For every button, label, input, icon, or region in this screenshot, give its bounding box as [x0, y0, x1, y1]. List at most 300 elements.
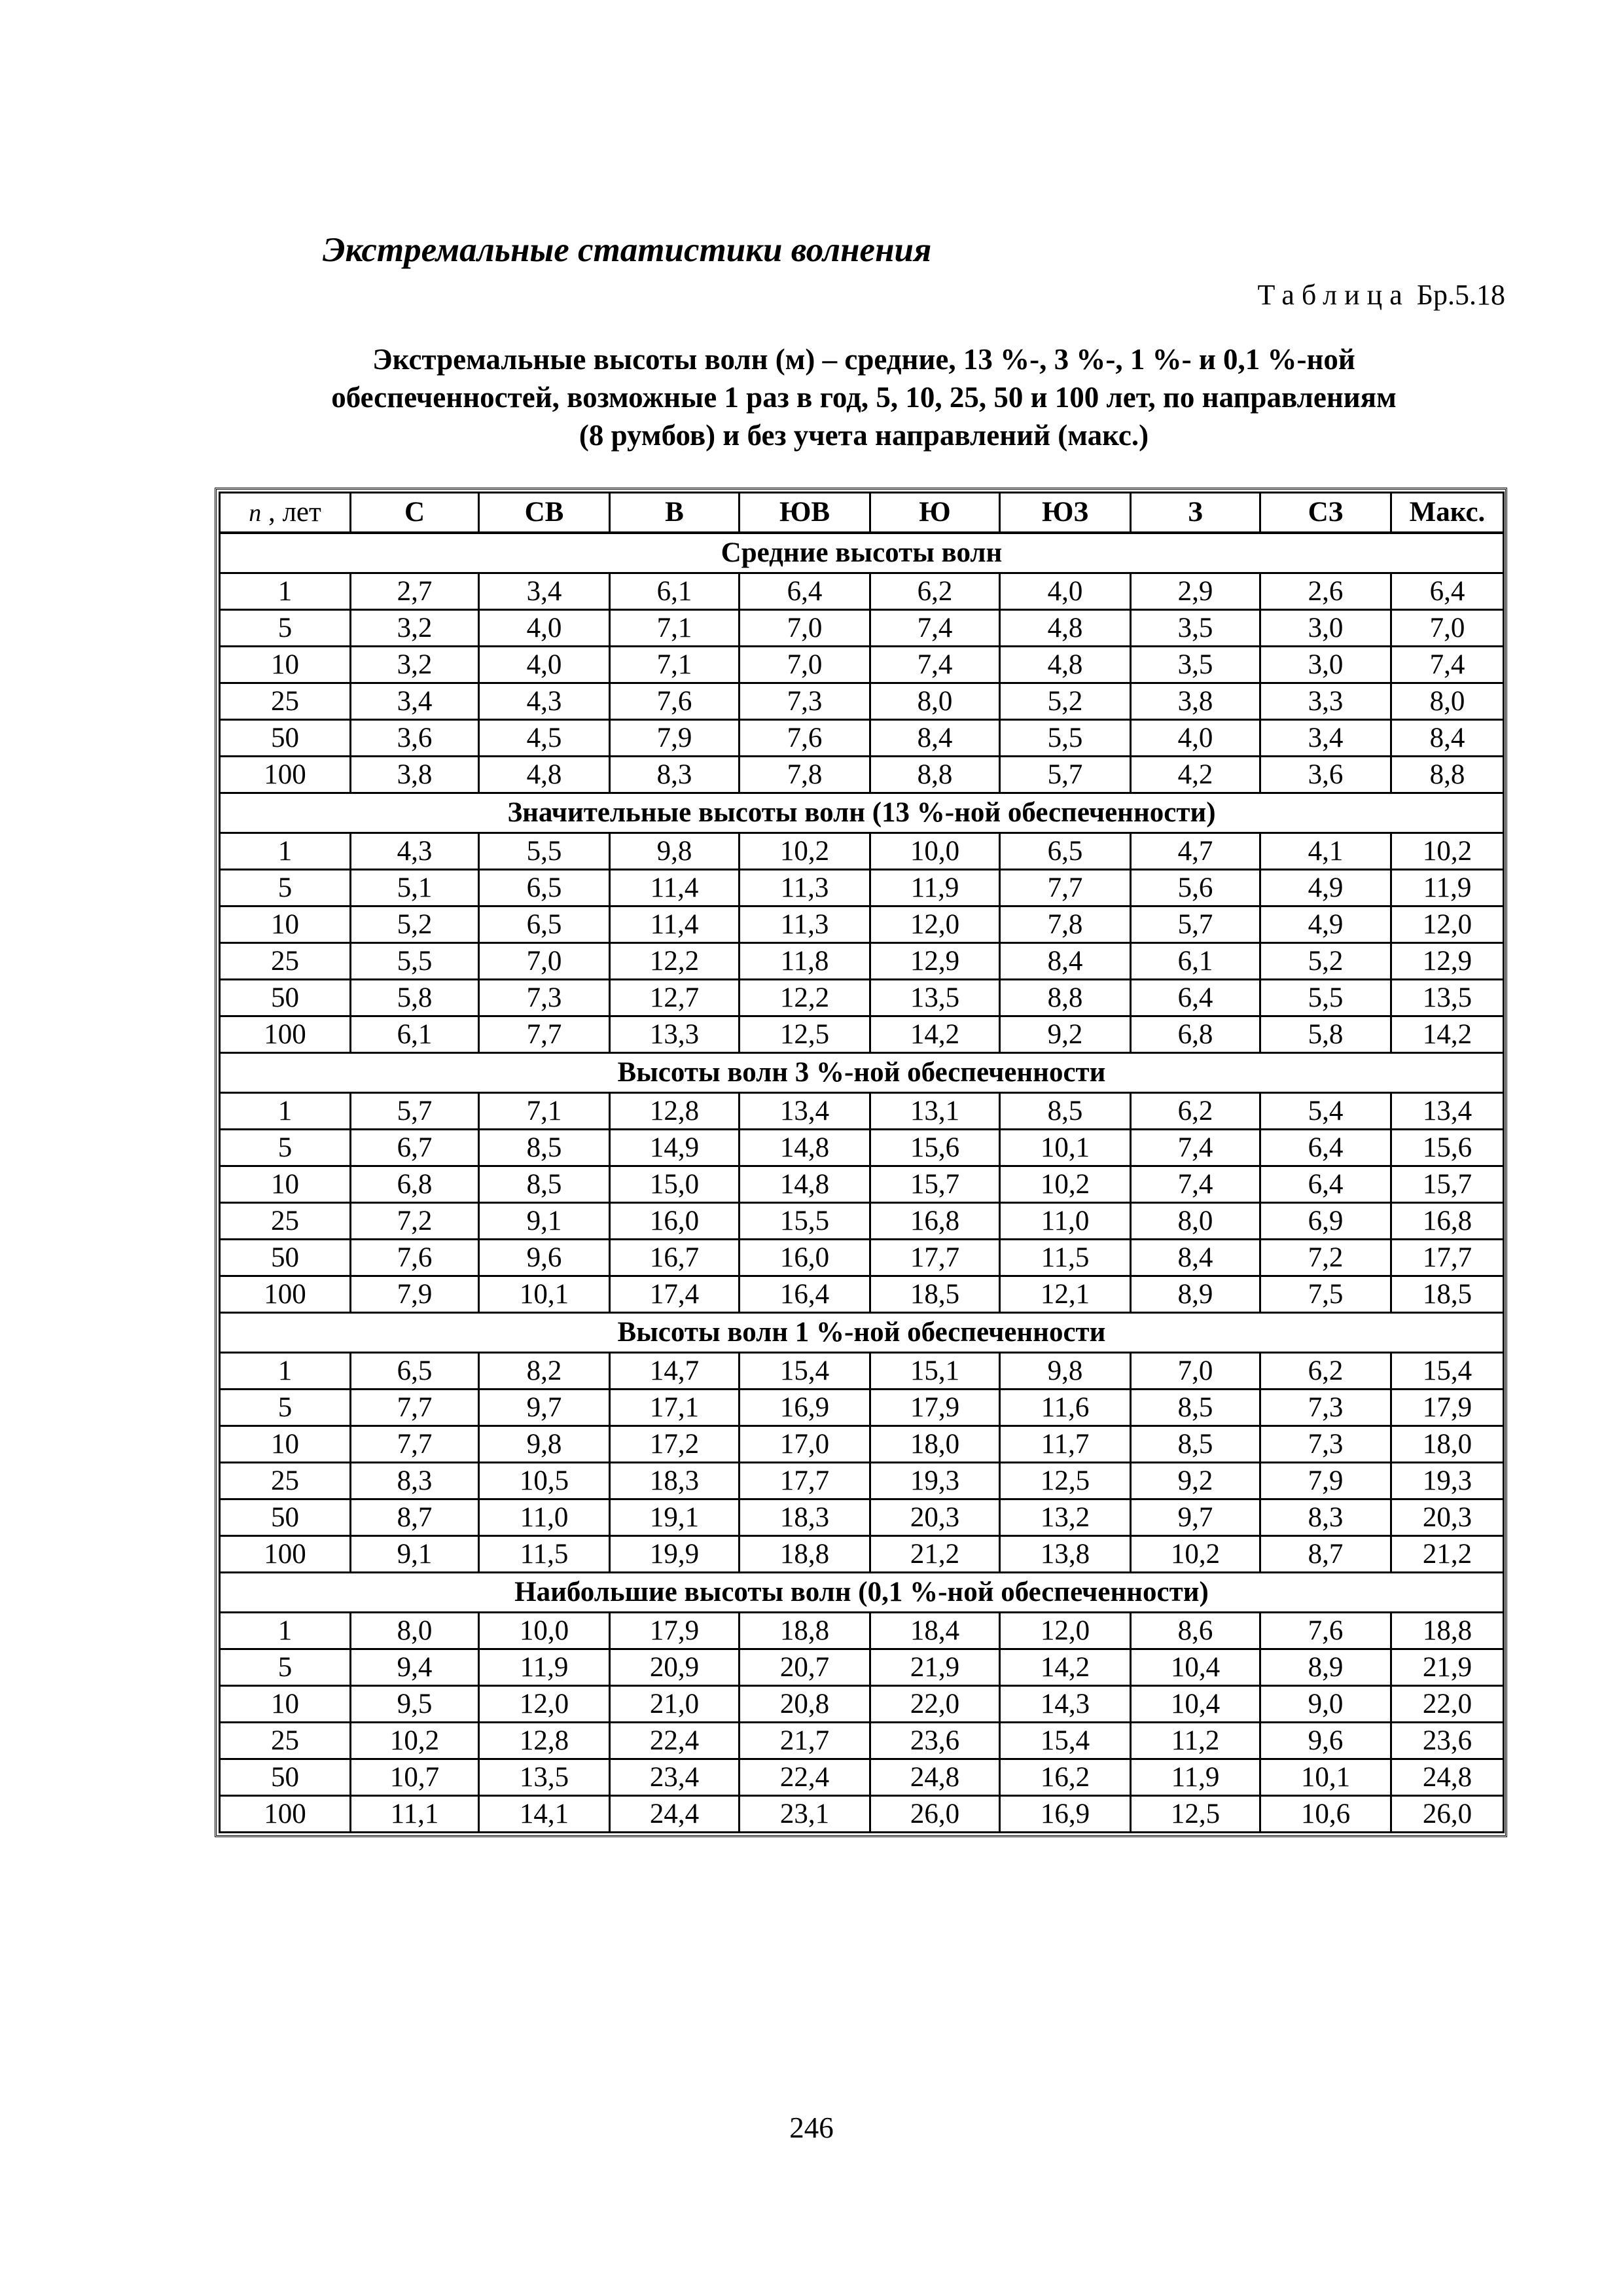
value-cell: 14,2	[870, 1016, 1000, 1053]
value-cell: 10,5	[479, 1463, 610, 1499]
value-cell: 23,1	[740, 1796, 870, 1833]
value-cell: 11,9	[1131, 1759, 1260, 1796]
value-cell: 3,2	[351, 610, 479, 647]
value-cell: 8,3	[1260, 1499, 1391, 1536]
value-cell: 5,4	[1260, 1093, 1391, 1130]
value-cell: 8,5	[1000, 1093, 1131, 1130]
value-cell: 5,1	[351, 870, 479, 906]
value-cell: 3,4	[479, 573, 610, 610]
value-cell: 14,7	[610, 1353, 740, 1390]
value-cell: 18,8	[740, 1536, 870, 1573]
table-row	[220, 1203, 1504, 1240]
value-cell: 20,9	[610, 1649, 740, 1686]
value-cell: 9,8	[1000, 1353, 1131, 1390]
value-cell: 13,8	[1000, 1536, 1131, 1573]
value-cell: 7,4	[1391, 647, 1504, 683]
section-header-row	[220, 1053, 1504, 1093]
return-period-cell: 50	[220, 720, 351, 757]
value-cell: 8,3	[351, 1463, 479, 1499]
value-cell: 12,1	[1000, 1276, 1131, 1313]
value-cell: 3,2	[351, 647, 479, 683]
table-label	[1258, 278, 1505, 312]
value-cell: 8,5	[1131, 1390, 1260, 1426]
section-header-row	[220, 1573, 1504, 1613]
value-cell: 8,5	[1131, 1426, 1260, 1463]
value-cell: 6,5	[351, 1353, 479, 1390]
page-number: 246	[789, 2111, 834, 2144]
value-cell: 23,6	[1391, 1723, 1504, 1759]
wave-height-table	[219, 492, 1505, 1833]
value-cell: 8,7	[1260, 1536, 1391, 1573]
value-cell: 5,2	[351, 906, 479, 943]
value-cell: 8,3	[610, 757, 740, 793]
value-cell: 5,5	[479, 833, 610, 870]
value-cell: 3,4	[1260, 720, 1391, 757]
value-cell: 7,6	[351, 1240, 479, 1276]
value-cell: 14,9	[610, 1130, 740, 1166]
return-period-cell: 1	[220, 1613, 351, 1649]
value-cell: 15,4	[740, 1353, 870, 1390]
value-cell: 6,4	[1260, 1130, 1391, 1166]
return-period-cell: 25	[220, 1203, 351, 1240]
value-cell: 18,0	[870, 1426, 1000, 1463]
value-cell: 2,7	[351, 573, 479, 610]
value-cell: 9,8	[610, 833, 740, 870]
return-period-cell: 50	[220, 1240, 351, 1276]
value-cell: 6,4	[1131, 980, 1260, 1016]
value-cell: 7,9	[610, 720, 740, 757]
value-cell: 17,7	[1391, 1240, 1504, 1276]
value-cell: 16,0	[610, 1203, 740, 1240]
value-cell: 7,0	[1391, 610, 1504, 647]
column-header: З	[1131, 493, 1260, 533]
value-cell: 16,9	[1000, 1796, 1131, 1833]
value-cell: 5,6	[1131, 870, 1260, 906]
value-cell: 7,9	[351, 1276, 479, 1313]
return-period-cell: 1	[220, 573, 351, 610]
value-cell: 6,5	[479, 906, 610, 943]
value-cell: 10,2	[351, 1723, 479, 1759]
value-cell: 11,9	[1391, 870, 1504, 906]
value-cell: 13,2	[1000, 1499, 1131, 1536]
return-period-cell: 100	[220, 1796, 351, 1833]
value-cell: 21,2	[870, 1536, 1000, 1573]
value-cell: 22,0	[870, 1686, 1000, 1723]
table-row	[220, 1353, 1504, 1390]
column-header: С	[351, 493, 479, 533]
value-cell: 6,4	[740, 573, 870, 610]
return-period-cell: 100	[220, 1536, 351, 1573]
value-cell: 17,9	[1391, 1390, 1504, 1426]
value-cell: 7,3	[479, 980, 610, 1016]
value-cell: 8,5	[479, 1166, 610, 1203]
value-cell: 10,2	[740, 833, 870, 870]
value-cell: 7,7	[479, 1016, 610, 1053]
value-cell: 4,3	[479, 683, 610, 720]
value-cell: 8,9	[1131, 1276, 1260, 1313]
value-cell: 10,6	[1260, 1796, 1391, 1833]
return-period-cell: 5	[220, 870, 351, 906]
value-cell: 9,2	[1000, 1016, 1131, 1053]
column-header: СЗ	[1260, 493, 1391, 533]
return-period-cell: 5	[220, 1649, 351, 1686]
return-period-cell: 10	[220, 1166, 351, 1203]
table-row	[220, 683, 1504, 720]
value-cell: 22,4	[610, 1723, 740, 1759]
value-cell: 4,0	[1131, 720, 1260, 757]
value-cell: 23,6	[870, 1723, 1000, 1759]
column-header: ЮЗ	[1000, 493, 1131, 533]
table-row	[220, 1093, 1504, 1130]
value-cell: 11,1	[351, 1796, 479, 1833]
value-cell: 16,4	[740, 1276, 870, 1313]
value-cell: 7,3	[1260, 1390, 1391, 1426]
value-cell: 4,9	[1260, 870, 1391, 906]
column-header: Макс.	[1391, 493, 1504, 533]
value-cell: 13,1	[870, 1093, 1000, 1130]
value-cell: 6,1	[610, 573, 740, 610]
return-period-cell: 5	[220, 1390, 351, 1426]
value-cell: 17,9	[610, 1613, 740, 1649]
value-cell: 5,8	[1260, 1016, 1391, 1053]
section-title: Средние высоты волн	[220, 533, 1504, 573]
value-cell: 6,5	[479, 870, 610, 906]
value-cell: 8,0	[1131, 1203, 1260, 1240]
section-title: Высоты волн 1 %-ной обеспеченности	[220, 1313, 1504, 1353]
return-period-cell: 1	[220, 833, 351, 870]
value-cell: 7,4	[870, 610, 1000, 647]
value-cell: 7,0	[479, 943, 610, 980]
value-cell: 11,0	[479, 1499, 610, 1536]
value-cell: 18,5	[1391, 1276, 1504, 1313]
value-cell: 12,0	[1391, 906, 1504, 943]
value-cell: 11,8	[740, 943, 870, 980]
table-label-word: Таблица	[1257, 279, 1410, 311]
table-row	[220, 1796, 1504, 1833]
value-cell: 9,6	[1260, 1723, 1391, 1759]
table-row	[220, 1613, 1504, 1649]
value-cell: 15,6	[1391, 1130, 1504, 1166]
value-cell: 18,0	[1391, 1426, 1504, 1463]
value-cell: 26,0	[870, 1796, 1000, 1833]
value-cell: 8,5	[479, 1130, 610, 1166]
value-cell: 3,8	[351, 757, 479, 793]
value-cell: 7,9	[1260, 1463, 1391, 1499]
return-period-cell: 25	[220, 1723, 351, 1759]
value-cell: 4,0	[479, 610, 610, 647]
value-cell: 20,8	[740, 1686, 870, 1723]
table-row	[220, 1166, 1504, 1203]
value-cell: 16,7	[610, 1240, 740, 1276]
value-cell: 15,4	[1000, 1723, 1131, 1759]
value-cell: 9,7	[479, 1390, 610, 1426]
value-cell: 8,4	[1000, 943, 1131, 980]
value-cell: 12,5	[740, 1016, 870, 1053]
value-cell: 3,5	[1131, 647, 1260, 683]
value-cell: 7,1	[479, 1093, 610, 1130]
value-cell: 7,4	[1131, 1130, 1260, 1166]
value-cell: 7,4	[1131, 1166, 1260, 1203]
table-row	[220, 906, 1504, 943]
value-cell: 7,4	[870, 647, 1000, 683]
table-row	[220, 1390, 1504, 1426]
value-cell: 8,8	[870, 757, 1000, 793]
value-cell: 8,7	[351, 1499, 479, 1536]
column-header: СВ	[479, 493, 610, 533]
value-cell: 7,6	[1260, 1613, 1391, 1649]
value-cell: 3,4	[351, 683, 479, 720]
value-cell: 9,7	[1131, 1499, 1260, 1536]
value-cell: 9,5	[351, 1686, 479, 1723]
value-cell: 8,4	[1131, 1240, 1260, 1276]
value-cell: 17,0	[740, 1426, 870, 1463]
return-period-cell: 100	[220, 1276, 351, 1313]
value-cell: 17,7	[870, 1240, 1000, 1276]
value-cell: 15,5	[740, 1203, 870, 1240]
value-cell: 17,9	[870, 1390, 1000, 1426]
value-cell: 4,3	[351, 833, 479, 870]
value-cell: 7,8	[740, 757, 870, 793]
value-cell: 9,1	[479, 1203, 610, 1240]
value-cell: 3,6	[1260, 757, 1391, 793]
value-cell: 6,2	[1260, 1353, 1391, 1390]
table-header-row	[220, 493, 1504, 533]
section-header-row	[220, 793, 1504, 833]
return-period-cell: 10	[220, 906, 351, 943]
value-cell: 18,5	[870, 1276, 1000, 1313]
value-cell: 9,8	[479, 1426, 610, 1463]
value-cell: 8,2	[479, 1353, 610, 1390]
value-cell: 6,8	[1131, 1016, 1260, 1053]
value-cell: 4,0	[479, 647, 610, 683]
value-cell: 22,0	[1391, 1686, 1504, 1723]
value-cell: 5,7	[351, 1093, 479, 1130]
value-cell: 14,2	[1391, 1016, 1504, 1053]
column-header: ЮВ	[740, 493, 870, 533]
value-cell: 21,7	[740, 1723, 870, 1759]
value-cell: 4,0	[1000, 573, 1131, 610]
value-cell: 17,4	[610, 1276, 740, 1313]
value-cell: 6,4	[1391, 573, 1504, 610]
value-cell: 9,0	[1260, 1686, 1391, 1723]
table-row	[220, 833, 1504, 870]
value-cell: 5,5	[1000, 720, 1131, 757]
value-cell: 8,8	[1000, 980, 1131, 1016]
value-cell: 8,6	[1131, 1613, 1260, 1649]
value-cell: 18,8	[740, 1613, 870, 1649]
value-cell: 6,9	[1260, 1203, 1391, 1240]
value-cell: 3,0	[1260, 610, 1391, 647]
caption-line-2: обеспеченностей, возможные 1 раз в год, 5, 10, 25, 50 и 100 лет, по направлениям	[331, 381, 1397, 414]
value-cell: 7,1	[610, 647, 740, 683]
value-cell: 12,9	[1391, 943, 1504, 980]
value-cell: 7,1	[610, 610, 740, 647]
value-cell: 12,2	[610, 943, 740, 980]
value-cell: 5,5	[1260, 980, 1391, 1016]
table-row	[220, 757, 1504, 793]
value-cell: 14,3	[1000, 1686, 1131, 1723]
return-period-cell: 10	[220, 1426, 351, 1463]
value-cell: 10,0	[479, 1613, 610, 1649]
value-cell: 11,9	[870, 870, 1000, 906]
value-cell: 11,5	[479, 1536, 610, 1573]
value-cell: 4,9	[1260, 906, 1391, 943]
return-period-cell: 10	[220, 1686, 351, 1723]
column-header: В	[610, 493, 740, 533]
table-row	[220, 1426, 1504, 1463]
table-row	[220, 980, 1504, 1016]
return-period-cell: 10	[220, 647, 351, 683]
value-cell: 2,9	[1131, 573, 1260, 610]
value-cell: 3,0	[1260, 647, 1391, 683]
value-cell: 23,4	[610, 1759, 740, 1796]
value-cell: 3,6	[351, 720, 479, 757]
value-cell: 20,3	[1391, 1499, 1504, 1536]
table-row	[220, 1276, 1504, 1313]
section-header-row	[220, 1313, 1504, 1353]
value-cell: 7,2	[1260, 1240, 1391, 1276]
value-cell: 8,8	[1391, 757, 1504, 793]
value-cell: 19,9	[610, 1536, 740, 1573]
value-cell: 11,3	[740, 906, 870, 943]
table-row	[220, 943, 1504, 980]
value-cell: 11,3	[740, 870, 870, 906]
table-row	[220, 720, 1504, 757]
return-period-cell: 1	[220, 1093, 351, 1130]
value-cell: 18,3	[740, 1499, 870, 1536]
table-caption	[216, 340, 1512, 454]
value-cell: 4,1	[1260, 833, 1391, 870]
value-cell: 5,7	[1131, 906, 1260, 943]
value-cell: 3,8	[1131, 683, 1260, 720]
value-cell: 12,0	[1000, 1613, 1131, 1649]
value-cell: 11,0	[1000, 1203, 1131, 1240]
value-cell: 17,2	[610, 1426, 740, 1463]
table-row	[220, 1016, 1504, 1053]
caption-line-3: (8 румбов) и без учета направлений (макс.)	[579, 419, 1149, 452]
value-cell: 11,2	[1131, 1723, 1260, 1759]
value-cell: 10,1	[1000, 1130, 1131, 1166]
value-cell: 18,4	[870, 1613, 1000, 1649]
value-cell: 8,0	[870, 683, 1000, 720]
value-cell: 5,7	[1000, 757, 1131, 793]
value-cell: 7,0	[1131, 1353, 1260, 1390]
value-cell: 13,4	[740, 1093, 870, 1130]
caption-line-1: Экстремальные высоты волн (м) – средние, 13 %-, 3 %-, 1 %- и 0,1 %-ной	[372, 343, 1355, 376]
value-cell: 11,9	[479, 1649, 610, 1686]
table-row	[220, 1240, 1504, 1276]
value-cell: 15,1	[870, 1353, 1000, 1390]
table-row	[220, 1130, 1504, 1166]
value-cell: 12,8	[610, 1093, 740, 1130]
value-cell: 5,2	[1260, 943, 1391, 980]
return-period-cell: 1	[220, 1353, 351, 1390]
value-cell: 18,8	[1391, 1613, 1504, 1649]
value-cell: 26,0	[1391, 1796, 1504, 1833]
value-cell: 14,1	[479, 1796, 610, 1833]
value-cell: 15,7	[1391, 1166, 1504, 1203]
value-cell: 4,8	[1000, 647, 1131, 683]
value-cell: 9,1	[351, 1536, 479, 1573]
value-cell: 4,8	[479, 757, 610, 793]
value-cell: 13,5	[870, 980, 1000, 1016]
value-cell: 19,3	[1391, 1463, 1504, 1499]
value-cell: 19,1	[610, 1499, 740, 1536]
section-header-row	[220, 533, 1504, 573]
value-cell: 16,8	[870, 1203, 1000, 1240]
value-cell: 4,2	[1131, 757, 1260, 793]
table-row	[220, 1649, 1504, 1686]
value-cell: 6,1	[351, 1016, 479, 1053]
value-cell: 10,2	[1131, 1536, 1260, 1573]
value-cell: 17,1	[610, 1390, 740, 1426]
value-cell: 7,8	[1000, 906, 1131, 943]
value-cell: 10,1	[1260, 1759, 1391, 1796]
table-row	[220, 1723, 1504, 1759]
wave-height-table-frame	[215, 488, 1507, 1837]
return-period-cell: 5	[220, 610, 351, 647]
return-period-cell: 50	[220, 980, 351, 1016]
value-cell: 16,2	[1000, 1759, 1131, 1796]
value-cell: 7,2	[351, 1203, 479, 1240]
value-cell: 6,2	[1131, 1093, 1260, 1130]
value-cell: 11,6	[1000, 1390, 1131, 1426]
value-cell: 4,5	[479, 720, 610, 757]
table-row	[220, 870, 1504, 906]
value-cell: 13,3	[610, 1016, 740, 1053]
value-cell: 13,4	[1391, 1093, 1504, 1130]
value-cell: 5,2	[1000, 683, 1131, 720]
return-period-cell: 50	[220, 1499, 351, 1536]
value-cell: 24,4	[610, 1796, 740, 1833]
value-cell: 9,2	[1131, 1463, 1260, 1499]
value-cell: 12,5	[1000, 1463, 1131, 1499]
value-cell: 6,1	[1131, 943, 1260, 980]
value-cell: 10,2	[1391, 833, 1504, 870]
value-cell: 22,4	[740, 1759, 870, 1796]
value-cell: 12,5	[1131, 1796, 1260, 1833]
value-cell: 8,0	[1391, 683, 1504, 720]
table-row	[220, 1759, 1504, 1796]
value-cell: 8,9	[1260, 1649, 1391, 1686]
value-cell: 10,1	[479, 1276, 610, 1313]
column-header-years: n , лет	[220, 493, 351, 533]
value-cell: 7,0	[740, 647, 870, 683]
value-cell: 16,8	[1391, 1203, 1504, 1240]
value-cell: 17,7	[740, 1463, 870, 1499]
value-cell: 9,6	[479, 1240, 610, 1276]
table-row	[220, 1536, 1504, 1573]
return-period-cell: 100	[220, 1016, 351, 1053]
value-cell: 12,7	[610, 980, 740, 1016]
section-title: Значительные высоты волн (13 %-ной обеспеченности)	[220, 793, 1504, 833]
value-cell: 16,9	[740, 1390, 870, 1426]
value-cell: 13,5	[1391, 980, 1504, 1016]
value-cell: 2,6	[1260, 573, 1391, 610]
value-cell: 5,5	[351, 943, 479, 980]
value-cell: 7,6	[740, 720, 870, 757]
value-cell: 10,4	[1131, 1649, 1260, 1686]
column-header: Ю	[870, 493, 1000, 533]
value-cell: 8,4	[1391, 720, 1504, 757]
table-row	[220, 610, 1504, 647]
value-cell: 24,8	[870, 1759, 1000, 1796]
value-cell: 7,5	[1260, 1276, 1391, 1313]
table-label-number: Бр.5.18	[1416, 279, 1505, 311]
value-cell: 10,2	[1000, 1166, 1131, 1203]
value-cell: 3,5	[1131, 610, 1260, 647]
value-cell: 7,7	[1000, 870, 1131, 906]
